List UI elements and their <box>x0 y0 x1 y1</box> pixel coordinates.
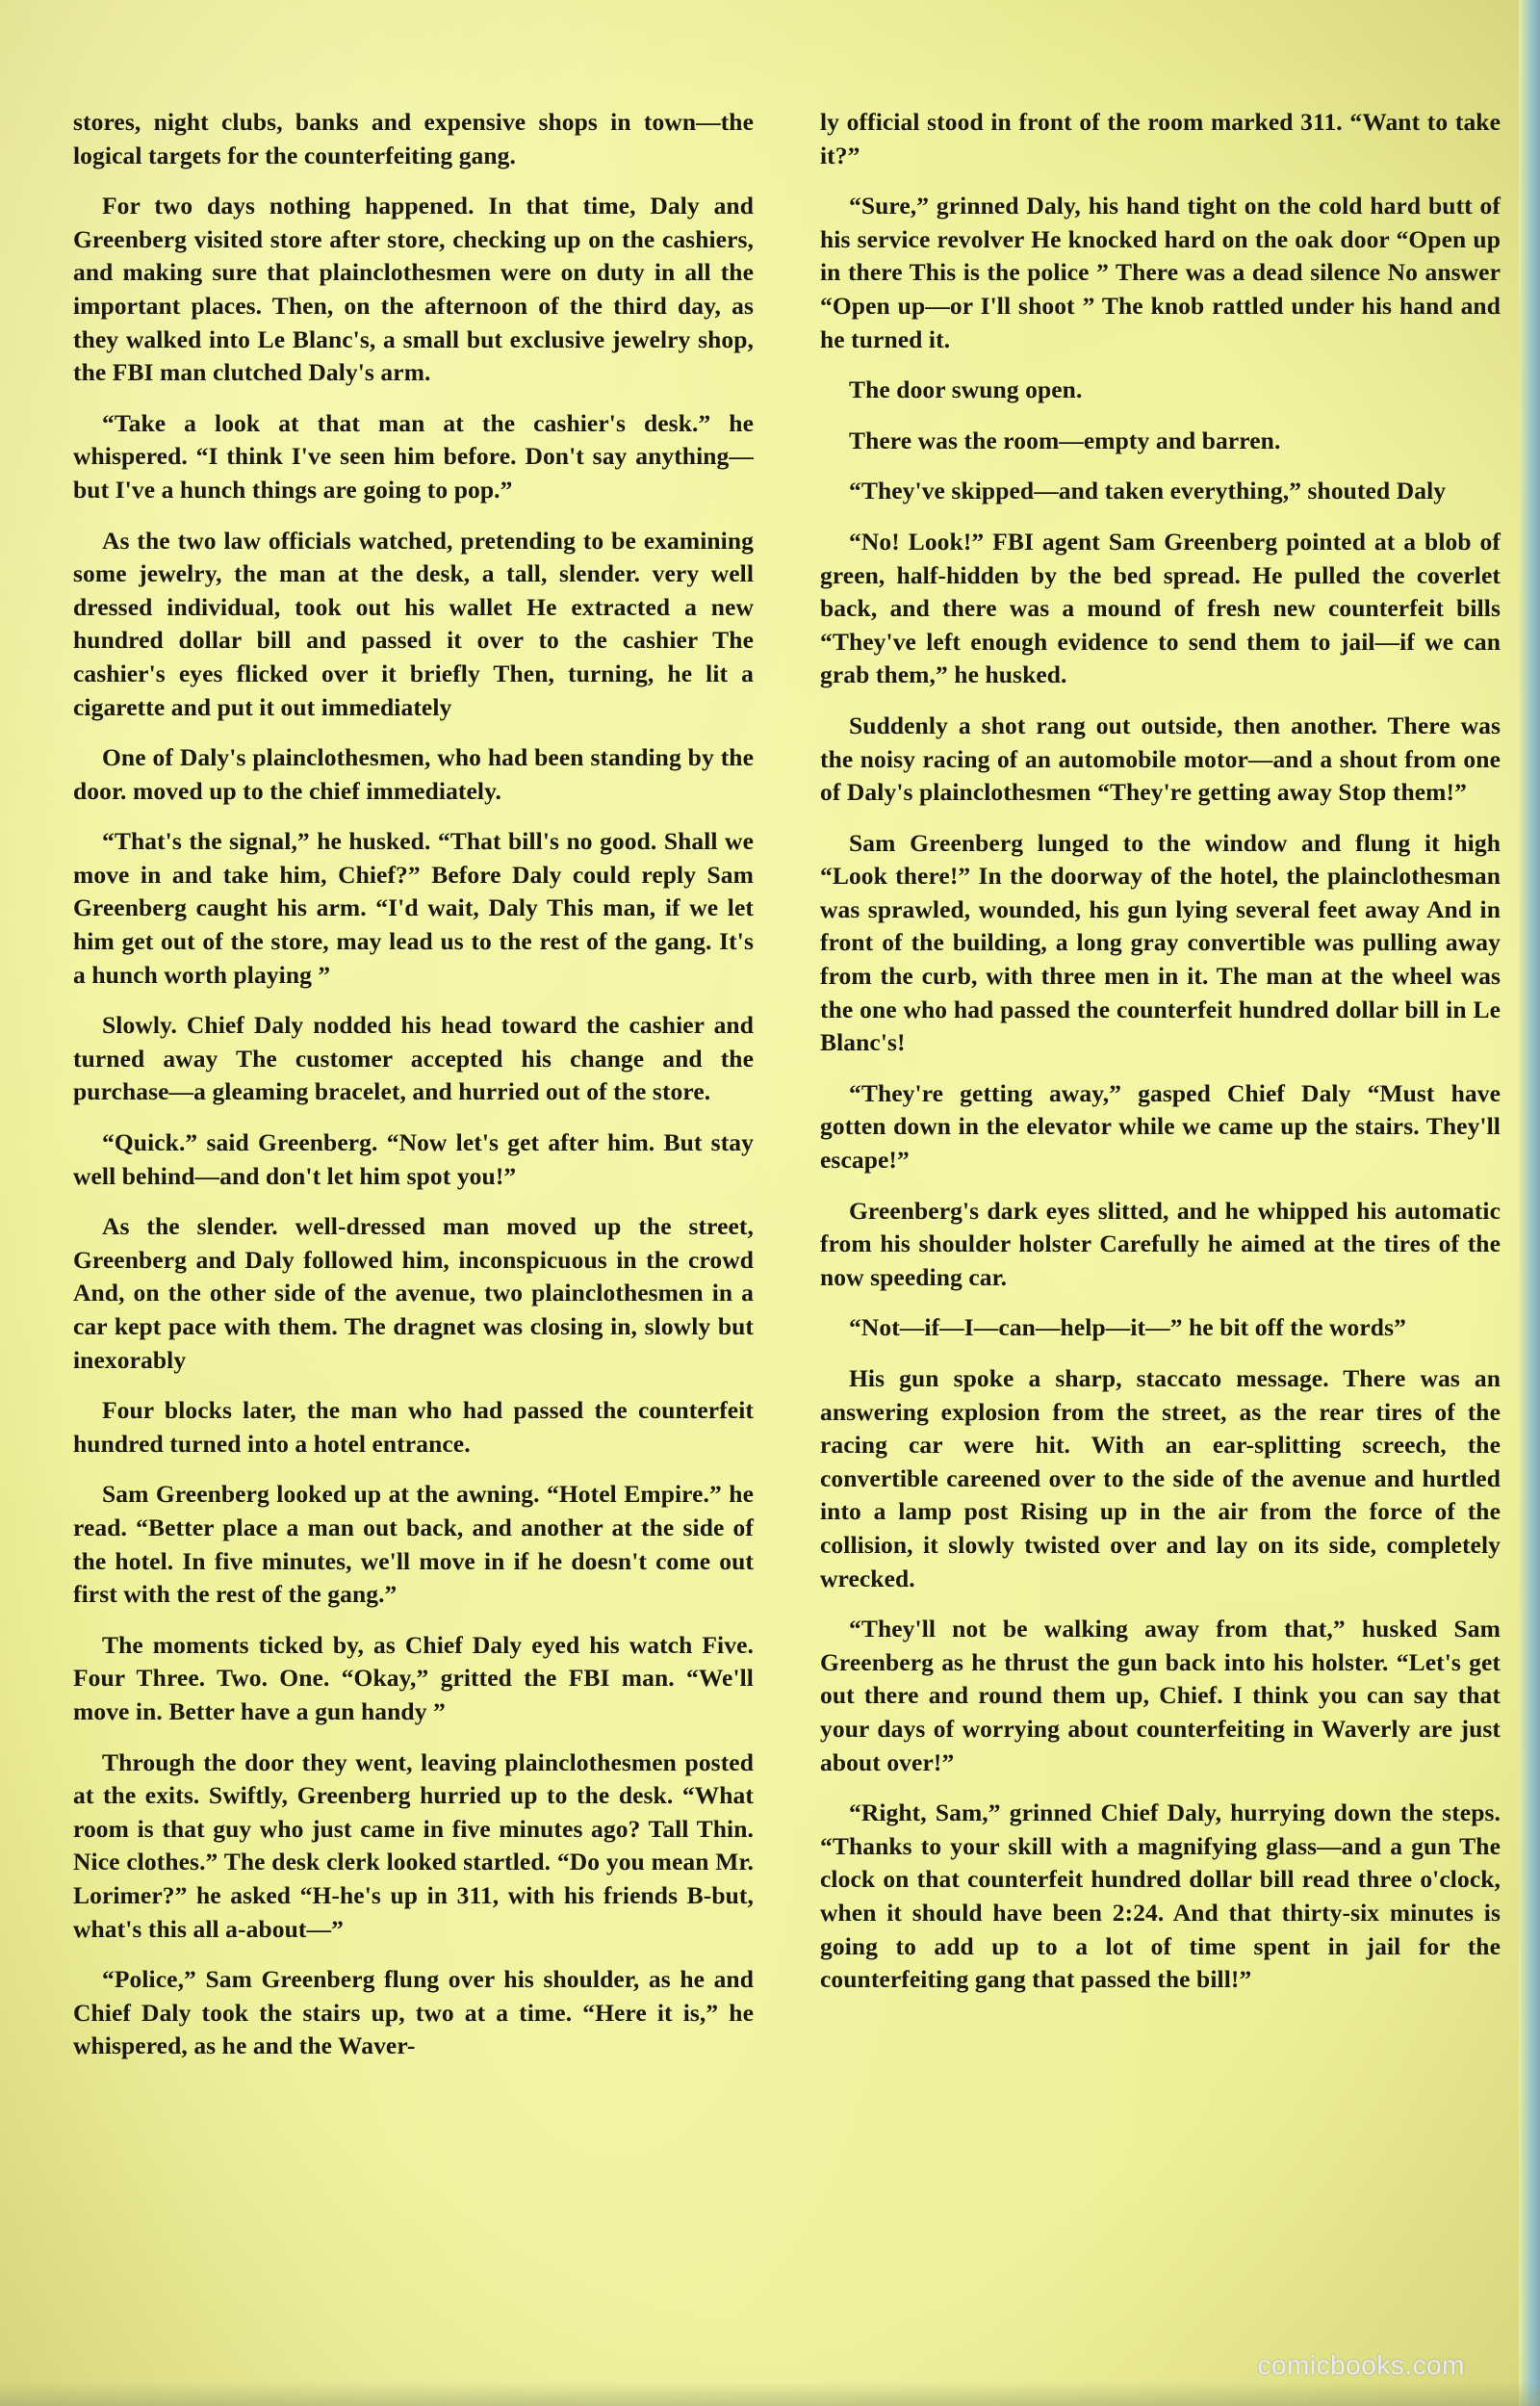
paragraph: Suddenly a shot rang out outside, then another. There was the noisy racing of an automobile motor—and a shout from one of Daly's plainclothesmen “They're getting away Stop them!” <box>820 711 1501 807</box>
paragraph: “They'll not be walking away from that,” husked Sam Greenberg as he thrust the gun back into his holster. “Let's get out there and round them up, Chief. I think you can say that your days of worrying about counterfeiting in Waverly are just about over!” <box>820 1615 1501 1776</box>
paragraph: “Quick.” said Greenberg. “Now let's get after him. But stay well behind—and don't let him spot you!” <box>73 1128 754 1190</box>
page-bottom-shadow <box>0 2381 1540 2406</box>
paragraph: As the slender. well-dressed man moved up the street, Greenberg and Daly followed him, inconspicuous in the crowd And, on the other side of the avenue, two plainclothesmen in a car kept pace with them. The dragnet was closing in, slowly but inexorably <box>73 1212 754 1374</box>
paragraph: “They've skipped—and taken everything,” shouted Daly <box>849 477 1447 505</box>
paragraph: For two days nothing happened. In that time, Daly and Greenberg visited store after store, checking up on the cashiers, and making sure that plainclothesmen were on duty in all the important places. Then, on the afternoon of the third day, as they walked into Le Blanc's, a small but exclusive jewelry shop, the FBI man clutched Daly's arm. <box>73 192 754 387</box>
paragraph: Sam Greenberg looked up at the awning. “Hotel Empire.” he read. “Better place a man out back, and another at the side of the hotel. In five minutes, we'll move in if he doesn't come out first with the rest of the gang.” <box>73 1480 754 1609</box>
left-text-column <box>73 106 754 2081</box>
paragraph: “Take a look at that man at the cashier's desk.” he whispered. “I think I've seen him before. Don't say anything—but I've a hunch things are going to pop.” <box>73 408 754 504</box>
paragraph: The door swung open. <box>849 375 1083 404</box>
paragraph: “No! Look!” FBI agent Sam Greenberg pointed at a blob of green, half-hidden by the bed spread. He pulled the coverlet back, and there was a mound of fresh new counterfeit bills “They've left enough evidence to send them to jail—if we can grab them,” he husked. <box>820 527 1501 689</box>
paragraph: Greenberg's dark eyes slitted, and he whipped his automatic from his shoulder holster Carefully he aimed at the tires of the now speeding car. <box>820 1196 1501 1291</box>
site-watermark: comicbooks.com <box>1257 2350 1465 2380</box>
paragraph: “They're getting away,” gasped Chief Daly “Must have gotten down in the elevator while we came up the stairs. They'll escape!” <box>820 1078 1501 1175</box>
paragraph: One of Daly's plainclothesmen, who had been standing by the door. moved up to the chief immediately. <box>73 743 754 805</box>
paragraph: stores, night clubs, banks and expensive shops in town—the logical targets for the counterfeiting gang. <box>73 108 754 169</box>
paragraph: “Right, Sam,” grinned Chief Daly, hurrying down the steps. “Thanks to your skill with a magnifying glass—and a gun The clock on that counterfeit hundred dollar bill read three o'clock, when it should have been 2:24. And that thirty-six minutes is going to add up to a lot of time spent in jail for the counterfeiting gang that passed the bill!” <box>820 1798 1501 1994</box>
paragraph: Slowly. Chief Daly nodded his head toward the cashier and turned away The customer accepted his change and the purchase—a gleaming bracelet, and hurried out of the store. <box>73 1011 754 1106</box>
paragraph: Through the door they went, leaving plainclothesmen posted at the exits. Swiftly, Greenberg hurried up to the desk. “What room is that guy who just came in five minutes ago? Tall Thin. Nice clothes.” The desk clerk looked startled. “Do you mean Mr. Lorimer?” he asked “H-he's up in 311, with his friends B-but, what's this all a-about—” <box>73 1747 754 1943</box>
paragraph: As the two law officials watched, pretending to be examining some jewelry, the man at the desk, a tall, slender. very well dressed individual, took out his wallet He extracted a new hundred dollar bill and passed it over to the cashier The cashier's eyes flicked over it briefly Then, turning, he lit a cigarette and put it out immediately <box>73 526 754 721</box>
paragraph: “That's the signal,” he husked. “That bill's no good. Shall we move in and take him, Chief?” Before Daly could reply Sam Greenberg caught his arm. “I'd wait, Daly This man, if we let him get out of the store, may lead us to the rest of the gang. It's a hunch worth playing ” <box>73 827 754 989</box>
paragraph: Four blocks later, the man who had passed the counterfeit hundred turned into a hotel entrance. <box>73 1396 754 1458</box>
paragraph: The moments ticked by, as Chief Daly eyed his watch Five. Four Three. Two. One. “Okay,” gritted the FBI man. “We'll move in. Better have a gun handy ” <box>73 1630 754 1725</box>
paragraph: There was the room—empty and barren. <box>849 426 1281 454</box>
paragraph: “Not—if—I—can—help—it—” he bit off the words” <box>849 1313 1406 1342</box>
paragraph: ly official stood in front of the room marked 311. “Want to take it?” <box>820 108 1501 169</box>
paragraph: His gun spoke a sharp, staccato message. There was an answering explosion from the street, as the rear tires of the racing car were hit. With an ear-splitting screech, the convertible careened over to the side of the avenue and hurtled into a lamp post Rising up in the air from the force of the collision, it slowly twisted over and lay on its side, completely wrecked. <box>820 1364 1501 1592</box>
right-text-column <box>820 106 1501 2014</box>
paragraph: “Police,” Sam Greenberg flung over his shoulder, as he and Chief Daly took the stairs up, two at a time. “Here it is,” he whispered, as he and the Waver- <box>73 1965 754 2060</box>
paragraph: Sam Greenberg lunged to the window and flung it high “Look there!” In the doorway of the hotel, the plainclothesman was sprawled, wounded, his gun lying several feet away And in front of the building, a long gray convertible was pulling away from the curb, with three men in it. The man at the wheel was the one who had passed the counterfeit hundred dollar bill in Le Blanc's! <box>820 828 1501 1057</box>
paragraph: “Sure,” grinned Daly, his hand tight on the cold hard butt of his service revolver He knocked hard on the oak door “Open up in there This is the police ” There was a dead silence No answer “Open up—or I'll shoot ” The knob rattled under his hand and he turned it. <box>820 192 1501 353</box>
page-edge-shadow <box>1519 0 1540 2406</box>
